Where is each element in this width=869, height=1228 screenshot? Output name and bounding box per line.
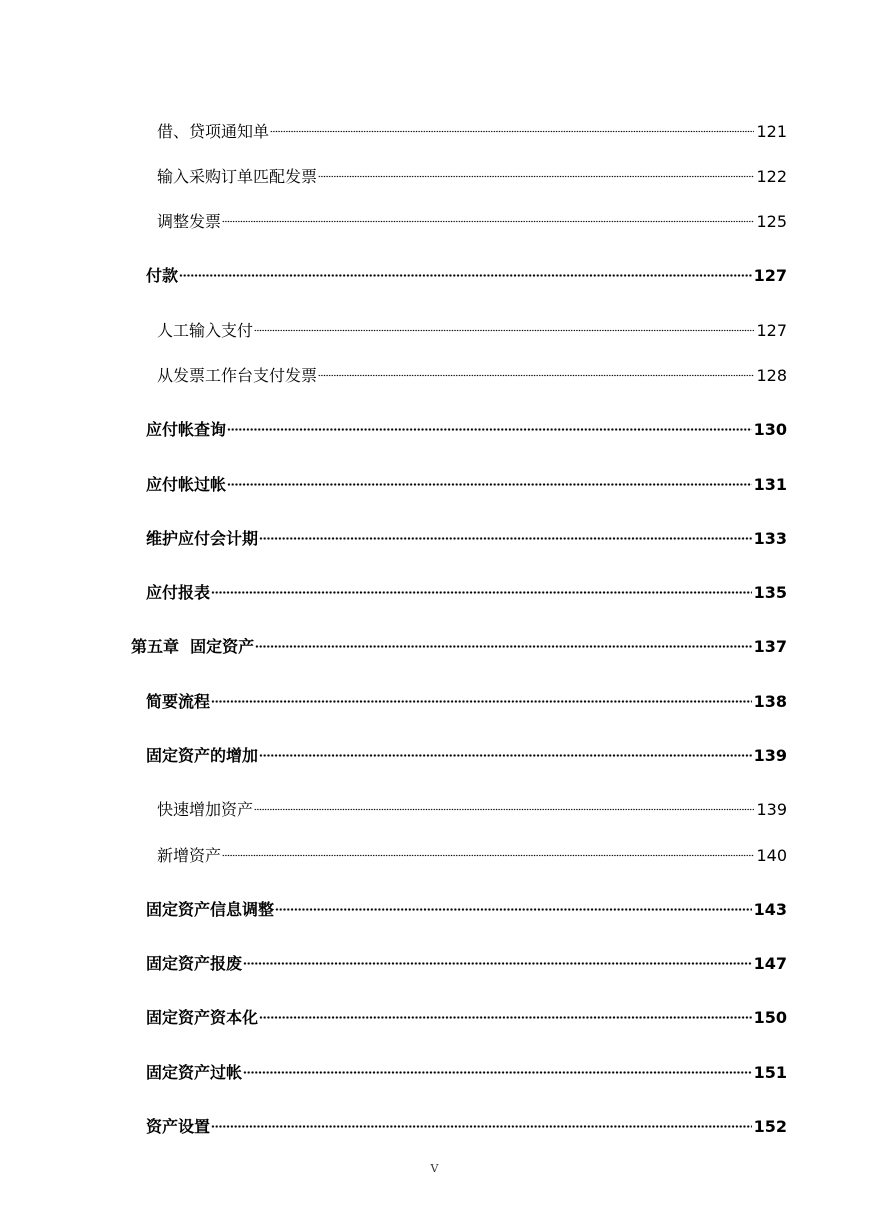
toc-leader-dots xyxy=(259,520,752,544)
toc-entry-page: 121 xyxy=(756,122,787,141)
toc-entry-title: 第五章 固定资产 xyxy=(131,637,255,656)
toc-entry[interactable] xyxy=(146,945,787,973)
toc-entry[interactable] xyxy=(146,737,787,765)
toc-entry-title: 应付帐查询 xyxy=(146,420,227,439)
toc-entry-title: 维护应付会计期 xyxy=(146,529,259,548)
toc-leader-dots xyxy=(275,891,752,915)
toc-entry[interactable] xyxy=(146,257,787,285)
toc-entry-title: 固定资产信息调整 xyxy=(146,900,275,919)
toc-entry-title: 应付报表 xyxy=(146,583,211,602)
toc-entry-page: 151 xyxy=(753,1063,787,1082)
toc-entry-page: 139 xyxy=(756,800,787,819)
toc-entry[interactable] xyxy=(157,113,787,141)
toc-entry-page: 135 xyxy=(753,583,787,602)
toc-entry-title: 借、贷项通知单 xyxy=(157,122,270,141)
toc-entry[interactable] xyxy=(146,574,787,602)
toc-entry[interactable] xyxy=(146,466,787,494)
toc-entry-page: 125 xyxy=(756,212,787,231)
toc-leader-dots xyxy=(227,411,752,435)
toc-entry-title: 输入采购订单匹配发票 xyxy=(157,167,318,186)
toc-entry-page: 133 xyxy=(753,529,787,548)
toc-entry[interactable] xyxy=(157,158,787,186)
toc-entry-page: 147 xyxy=(753,954,787,973)
toc-entry-page: 131 xyxy=(753,475,787,494)
toc-entry[interactable] xyxy=(146,999,787,1027)
toc-leader-dots xyxy=(318,158,754,182)
page-footer-number: V xyxy=(430,1162,439,1175)
toc-entry-title: 快速增加资产 xyxy=(157,800,254,819)
toc-entry-page: 127 xyxy=(753,266,787,285)
toc-entry-page: 137 xyxy=(753,637,787,656)
toc-entry[interactable] xyxy=(131,628,787,656)
toc-leader-dots xyxy=(211,683,752,707)
toc-entry-page: 128 xyxy=(756,366,787,385)
toc-leader-dots xyxy=(179,257,752,281)
toc-entry-title: 调整发票 xyxy=(157,212,222,231)
toc-entry-title: 资产设置 xyxy=(146,1117,211,1136)
toc-leader-dots xyxy=(222,837,754,861)
toc-entry[interactable] xyxy=(157,791,787,819)
toc-entry-title: 固定资产资本化 xyxy=(146,1008,259,1027)
toc-entry-page: 139 xyxy=(753,746,787,765)
toc-leader-dots xyxy=(259,737,752,761)
toc-entry-title: 固定资产过帐 xyxy=(146,1063,243,1082)
toc-entry-page: 138 xyxy=(753,692,787,711)
toc-leader-dots xyxy=(259,999,752,1023)
toc-entry[interactable] xyxy=(146,1108,787,1136)
toc-entry[interactable] xyxy=(157,312,787,340)
toc-leader-dots xyxy=(254,791,754,815)
toc-entry-title: 简要流程 xyxy=(146,692,211,711)
toc-entry[interactable] xyxy=(157,203,787,231)
toc-entry-title: 应付帐过帐 xyxy=(146,475,227,494)
toc-entry[interactable] xyxy=(146,520,787,548)
toc-entry-page: 122 xyxy=(756,167,787,186)
toc-leader-dots xyxy=(318,357,754,381)
toc-entry-page: 152 xyxy=(753,1117,787,1136)
toc-leader-dots xyxy=(243,1054,752,1078)
toc-entry-page: 150 xyxy=(753,1008,787,1027)
toc-entry-page: 140 xyxy=(756,846,787,865)
toc-entry-title: 人工输入支付 xyxy=(157,321,254,340)
toc-entry-page: 130 xyxy=(753,420,787,439)
toc-entry-title: 固定资产报废 xyxy=(146,954,243,973)
toc-leader-dots xyxy=(270,113,754,137)
toc-leader-dots xyxy=(254,312,754,336)
toc-leader-dots xyxy=(243,945,752,969)
toc-entry-title: 从发票工作台支付发票 xyxy=(157,366,318,385)
toc-entry-page: 143 xyxy=(753,900,787,919)
toc-leader-dots xyxy=(222,203,754,227)
toc-entry[interactable] xyxy=(146,411,787,439)
toc-entry[interactable] xyxy=(157,837,787,865)
toc-entry[interactable] xyxy=(146,1054,787,1082)
toc-entry[interactable] xyxy=(146,683,787,711)
toc-leader-dots xyxy=(255,628,751,652)
toc-entry-title: 付款 xyxy=(146,266,179,285)
toc-leader-dots xyxy=(227,466,752,490)
toc-entry[interactable] xyxy=(146,891,787,919)
toc-leader-dots xyxy=(211,574,752,598)
toc-entry-title: 固定资产的增加 xyxy=(146,746,259,765)
toc-leader-dots xyxy=(211,1108,752,1132)
toc-entry-title: 新增资产 xyxy=(157,846,222,865)
toc-entry-page: 127 xyxy=(756,321,787,340)
toc-entry[interactable] xyxy=(157,357,787,385)
